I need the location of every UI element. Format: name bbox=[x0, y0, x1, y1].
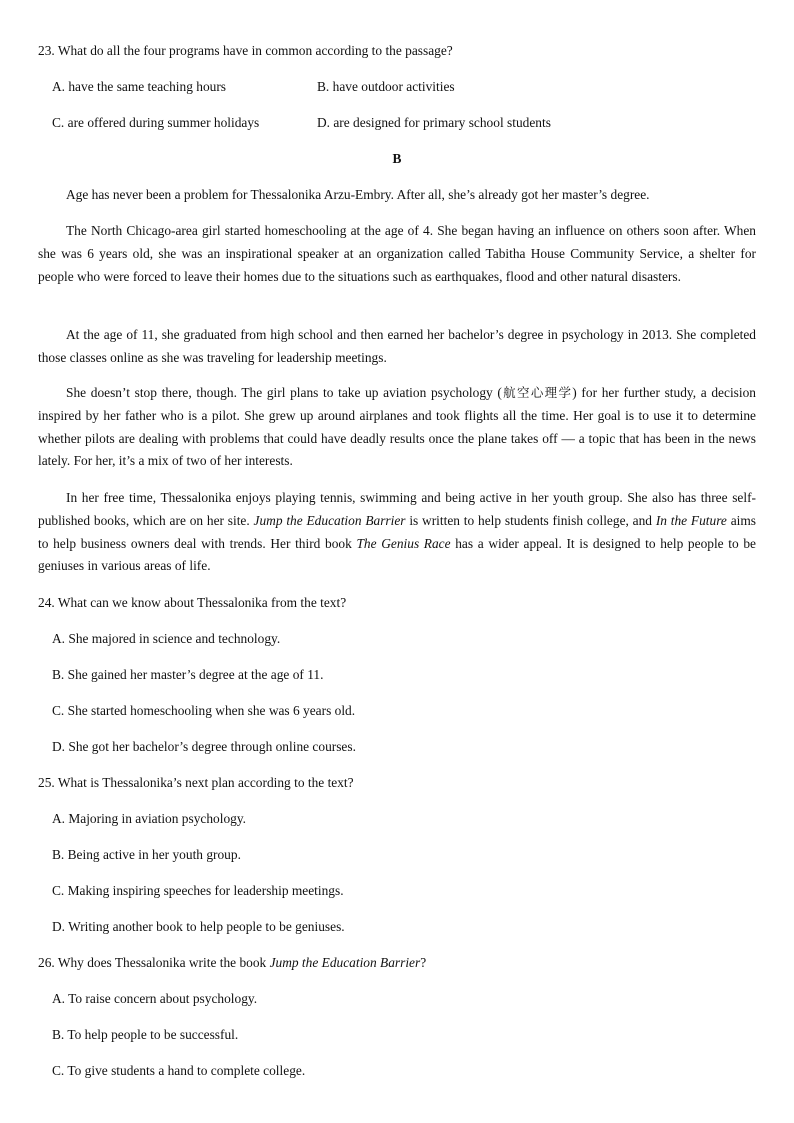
q26-stem-text: 26. Why does Thessalonika write the book bbox=[38, 955, 270, 970]
q26-stem bbox=[38, 955, 426, 971]
p5-book-title-2: In the Future bbox=[655, 512, 727, 528]
q26-stem-end: ? bbox=[420, 955, 427, 970]
q23-option-c: C. are offered during summer holidays bbox=[52, 115, 260, 130]
q26-book-title: Jump the Education Barrier bbox=[269, 955, 421, 970]
q24-option-c: C. She started homeschooling when she was 6 years old. bbox=[52, 703, 356, 718]
passage-paragraph-4 bbox=[38, 382, 756, 473]
p5-text-1: In her free time, Thessalonika enjoys playing tennis, swimming and being active in her youth group. She also has three self-published books, which are on her site. bbox=[38, 490, 756, 528]
q26-option-c: C. To give students a hand to complete college. bbox=[52, 1063, 306, 1078]
q25-option-a: A. Majoring in aviation psychology. bbox=[52, 811, 247, 826]
q24-option-d: D. She got her bachelor’s degree through online courses. bbox=[52, 739, 356, 754]
q24-stem: 24. What can we know about Thessalonika from the text? bbox=[38, 595, 347, 610]
p4-chinese-term: 航空心理学 bbox=[501, 385, 573, 400]
q23-option-d: D. are designed for primary school students bbox=[317, 115, 551, 130]
p5-book-title-3: The Genius Race bbox=[356, 535, 451, 551]
passage-paragraph-3: At the age of 11, she graduated from high school and then earned her bachelor’s degree in psychology in 2013. She completed those classes online as she was traveling for leadership meetings. bbox=[38, 327, 756, 365]
p5-book-title-1: Jump the Education Barrier bbox=[253, 512, 406, 528]
p4-text-before: She doesn’t stop there, though. The girl plans to take up aviation psychology ( bbox=[66, 385, 502, 400]
p5-text-3: aims to help business owners deal with trends. Her third book bbox=[38, 512, 756, 551]
q26-option-b: B. To help people to be successful. bbox=[52, 1027, 239, 1042]
q25-stem: 25. What is Thessalonika’s next plan according to the text? bbox=[38, 775, 354, 790]
q25-option-b: B. Being active in her youth group. bbox=[52, 847, 241, 862]
p5-text-4: has a wider appeal. It is designed to help people to be geniuses in various areas of life. bbox=[38, 535, 756, 574]
section-b-heading: B bbox=[392, 151, 402, 166]
q23-stem: 23. What do all the four programs have in common according to the passage? bbox=[38, 43, 453, 58]
q25-option-c: C. Making inspiring speeches for leadership meetings. bbox=[52, 883, 344, 898]
p4-text-after: ) for her further study, a decision inspired by her father who is a pilot. She grew up around airplanes and took flights all the time. Her goal is to use it to determine whether pilots are dealing with problems that could have deadly results once the plane takes off — a topic that has been in the news lately. For her, it’s a mix of two of her interests. bbox=[38, 385, 756, 469]
passage-paragraph-5 bbox=[38, 487, 756, 578]
passage-paragraph-2: The North Chicago-area girl started homeschooling at the age of 4. She began having an influence on others soon after. When she was 6 years old, she was an inspirational speaker at an organization called Tabitha House Community Service, a shelter for people who were forced to leave their homes due to the situations such as earthquakes, flood and other natural disasters. bbox=[38, 223, 756, 284]
q23-option-a: A. have the same teaching hours bbox=[52, 79, 227, 94]
q25-option-d: D. Writing another book to help people to be geniuses. bbox=[52, 919, 345, 934]
q26-option-a: A. To raise concern about psychology. bbox=[52, 991, 258, 1006]
passage-paragraph-1: Age has never been a problem for Thessalonika Arzu-Embry. After all, she’s already got her master’s degree. bbox=[66, 187, 650, 202]
q24-option-a: A. She majored in science and technology. bbox=[52, 631, 281, 646]
p5-text-2: is written to help students finish college, and bbox=[405, 512, 656, 528]
q23-option-b: B. have outdoor activities bbox=[317, 79, 455, 94]
q24-option-b: B. She gained her master’s degree at the age of 11. bbox=[52, 667, 324, 682]
